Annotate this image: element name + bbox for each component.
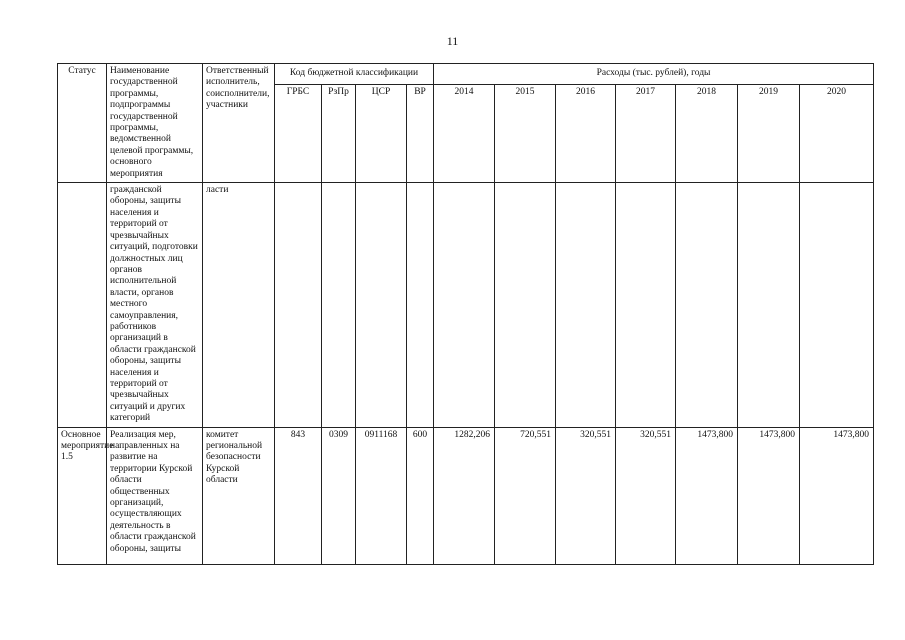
cell-grbs xyxy=(275,183,322,428)
cell-name: Реализация мер, направленных на развитие на территории Курской области общественных организаций, осуществляющих деятельность в области гражданской обороны, защиты xyxy=(107,427,203,564)
cell-grbs: 843 xyxy=(275,427,322,564)
header-csr: ЦСР xyxy=(356,85,407,183)
cell-value xyxy=(495,183,556,428)
cell-responsible: комитет региональной безопасности Курской области xyxy=(203,427,275,564)
header-year: 2019 xyxy=(738,85,800,183)
cell-value: 1282,206 xyxy=(434,427,495,564)
cell-value xyxy=(676,183,738,428)
cell-vr xyxy=(407,183,434,428)
header-budget-code: Код бюджетной классификации xyxy=(275,64,434,85)
header-year: 2014 xyxy=(434,85,495,183)
cell-rzpr xyxy=(322,183,356,428)
header-year: 2018 xyxy=(676,85,738,183)
header-name: Наименование государственной программы, подпрограммы государственной программы, ведомственной целевой программы, основного мероприятия xyxy=(107,64,203,183)
cell-value: 320,551 xyxy=(616,427,676,564)
header-rzpr: РзПр xyxy=(322,85,356,183)
cell-value: 1473,800 xyxy=(676,427,738,564)
table-row xyxy=(58,183,874,428)
cell-vr: 600 xyxy=(407,427,434,564)
cell-name: гражданской обороны, защиты населения и территорий от чрезвычайных ситуаций, подготовки должностных лиц органов исполнительной власти, органов местного самоуправления, работников организаций в области гражданской обороны, защиты населения и территорий от чрезвычайных ситуаций и других категорий xyxy=(107,183,203,428)
cell-rzpr: 0309 xyxy=(322,427,356,564)
cell-value: 720,551 xyxy=(495,427,556,564)
page-number: 11 xyxy=(446,34,459,48)
header-year: 2020 xyxy=(800,85,874,183)
cell-csr xyxy=(356,183,407,428)
header-grbs: ГРБС xyxy=(275,85,322,183)
header-responsible: Ответственный исполнитель, соисполнители, участники xyxy=(203,64,275,183)
header-expenses: Расходы (тыс. рублей), годы xyxy=(434,64,874,85)
cell-value xyxy=(434,183,495,428)
cell-value: 320,551 xyxy=(556,427,616,564)
cell-value xyxy=(556,183,616,428)
header-vr: ВР xyxy=(407,85,434,183)
header-year: 2016 xyxy=(556,85,616,183)
cell-responsible: ласти xyxy=(203,183,275,428)
header-year: 2015 xyxy=(495,85,556,183)
cell-value xyxy=(616,183,676,428)
cell-status xyxy=(58,183,107,428)
header-year: 2017 xyxy=(616,85,676,183)
cell-value: 1473,800 xyxy=(738,427,800,564)
expenses-table xyxy=(57,63,874,565)
table-row xyxy=(58,427,874,564)
cell-value: 1473,800 xyxy=(800,427,874,564)
header-status: Статус xyxy=(58,64,107,183)
cell-status: Основное мероприятие 1.5 xyxy=(58,427,107,564)
cell-csr: 0911168 xyxy=(356,427,407,564)
cell-value xyxy=(738,183,800,428)
cell-value xyxy=(800,183,874,428)
